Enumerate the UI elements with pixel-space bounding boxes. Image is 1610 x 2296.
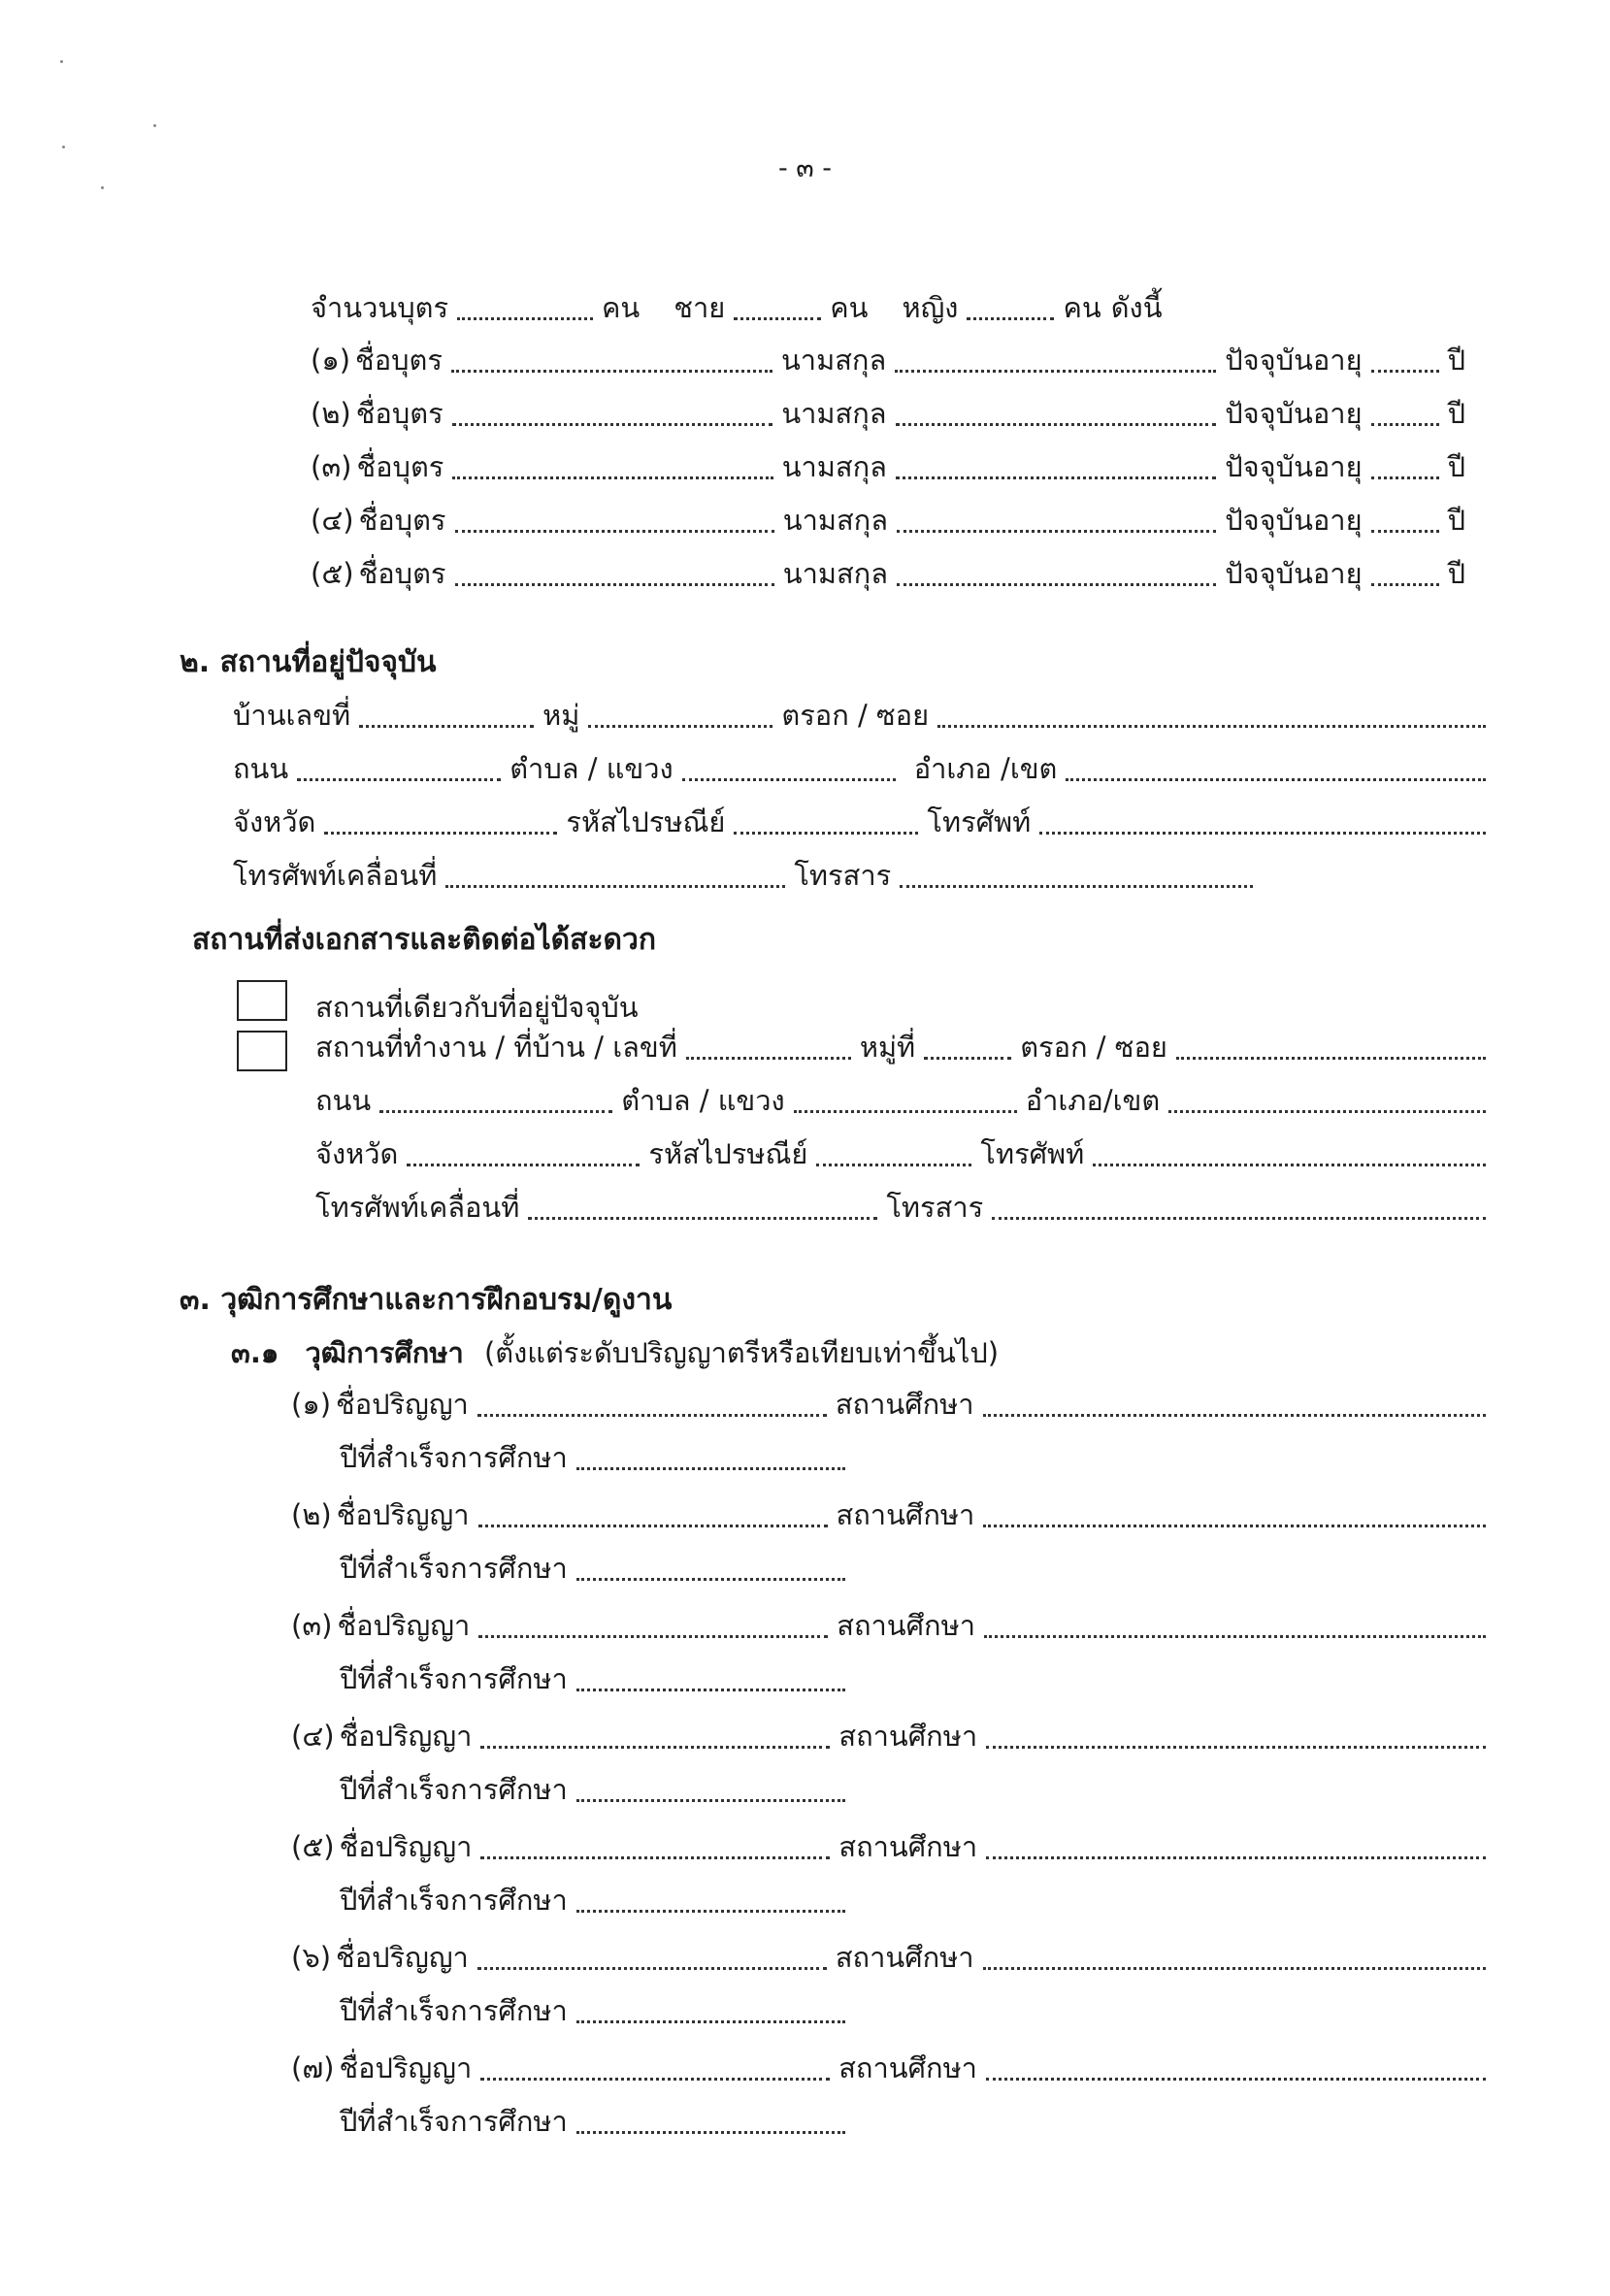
contact-no-field[interactable] [686, 1057, 851, 1060]
degree-label: ชื่อปริญญา [337, 1609, 471, 1642]
child-index: (๕) [311, 557, 354, 590]
education-sub-title: วุฒิการศึกษา [305, 1336, 464, 1369]
institution-field[interactable] [986, 1746, 1486, 1749]
district-field[interactable] [1066, 778, 1486, 781]
province-label: จังหวัด [233, 805, 316, 838]
graduation-year-row [335, 1990, 849, 2031]
child-name-label: ชื่อบุตร [358, 557, 446, 590]
degree-field[interactable] [478, 1635, 828, 1638]
graduation-year-label: ปีที่สำเร็จการศึกษา [340, 1994, 568, 2027]
contact-moo-field[interactable] [924, 1057, 1011, 1060]
mobile-label: โทรศัพท์เคลื่อนที่ [233, 859, 438, 892]
child-year-label: ปี [1447, 557, 1466, 590]
contact-phone-label: โทรศัพท์ [980, 1137, 1085, 1170]
graduation-year-label: ปีที่สำเร็จการศึกษา [340, 1552, 568, 1585]
institution-label: สถานศึกษา [835, 1388, 974, 1421]
house-no-label: บ้านเลขที่ [233, 699, 351, 732]
child-surname-field[interactable] [895, 370, 1216, 373]
mobile-field[interactable] [445, 885, 785, 888]
degree-row [286, 1716, 1490, 1756]
degree-label: ชื่อปริญญา [336, 1941, 469, 1974]
child-row [306, 500, 1470, 541]
alley-label: ตรอก / ซอย [781, 699, 930, 732]
degree-index: (๕) [291, 1830, 335, 1863]
institution-label: สถานศึกษา [837, 1609, 975, 1642]
child-year-label: ปี [1447, 504, 1466, 537]
graduation-year-field[interactable] [576, 1799, 845, 1802]
postal-label: รหัสไปรษณีย์ [566, 805, 726, 838]
child-age-label: ปัจจุบันอายุ [1225, 557, 1363, 590]
child-age-label: ปัจจุบันอายุ [1225, 344, 1363, 377]
contact-road-label: ถนน [315, 1084, 372, 1117]
child-age-field[interactable] [1371, 370, 1439, 373]
male-count-field[interactable] [734, 317, 821, 320]
education-subheading [231, 1336, 1000, 1369]
address-row-4 [228, 855, 1257, 896]
institution-label: สถานศึกษา [836, 1498, 975, 1531]
graduation-year-row [335, 1437, 849, 1478]
degree-label: ชื่อปริญญา [339, 2051, 473, 2084]
contact-row-4 [311, 1187, 1490, 1228]
fax-field[interactable] [900, 885, 1253, 888]
district-label: อำเภอ /เขต [913, 752, 1058, 785]
institution-field[interactable] [983, 1525, 1486, 1527]
child-surname-label: นามสกุล [782, 504, 889, 537]
address-row-1 [228, 695, 1490, 736]
contact-district-field[interactable] [1168, 1110, 1486, 1113]
graduation-year-field[interactable] [576, 2131, 845, 2134]
child-year-label: ปี [1447, 344, 1466, 377]
road-field[interactable] [297, 778, 501, 781]
degree-field[interactable] [480, 1746, 830, 1749]
child-year-label: ปี [1447, 450, 1466, 483]
child-name-label: ชื่อบุตร [358, 504, 446, 537]
scan-speck [153, 124, 156, 127]
child-surname-label: นามสกุล [781, 450, 887, 483]
education-sub-note: (ตั้งแต่ระดับปริญญาตรีหรือเทียบเท่าขึ้นไป) [483, 1336, 1000, 1369]
subdistrict-label: ตำบล / แขวง [509, 752, 674, 785]
child-name-field[interactable] [455, 583, 774, 586]
graduation-year-row [335, 2101, 849, 2142]
moo-label: หมู่ [542, 699, 580, 732]
child-age-field[interactable] [1371, 476, 1439, 479]
institution-field[interactable] [986, 2078, 1486, 2081]
institution-field[interactable] [983, 1967, 1486, 1970]
child-name-label: ชื่อบุตร [355, 397, 444, 430]
degree-index: (๒) [291, 1498, 332, 1531]
institution-field[interactable] [983, 1414, 1486, 1417]
child-surname-label: นามสกุล [782, 557, 889, 590]
scan-speck [60, 60, 63, 63]
contact-row-2 [311, 1080, 1490, 1121]
degree-row [286, 2048, 1490, 2088]
contact-province-field[interactable] [407, 1164, 640, 1166]
page-number: - ๓ - [777, 153, 833, 183]
fax-label: โทรสาร [794, 859, 892, 892]
contact-mobile-label: โทรศัพท์เคลื่อนที่ [315, 1191, 520, 1224]
work-address-checkbox[interactable] [237, 1031, 287, 1071]
education-heading: ๓. วุฒิการศึกษาและการฝึกอบรม/ดูงาน [180, 1283, 673, 1317]
contact-row-3 [311, 1133, 1490, 1174]
male-label: ชาย [674, 291, 726, 324]
children-count-label: จำนวนบุตร [311, 291, 449, 324]
institution-field[interactable] [984, 1635, 1486, 1638]
contact-road-field[interactable] [379, 1110, 612, 1113]
child-name-label: ชื่อบุตร [355, 344, 443, 377]
degree-field[interactable] [480, 2078, 830, 2081]
degree-index: (๗) [291, 2051, 335, 2084]
child-age-field[interactable] [1371, 583, 1439, 586]
person-label: คน [602, 291, 641, 324]
alley-field[interactable] [937, 725, 1486, 728]
institution-label: สถานศึกษา [838, 2051, 977, 2084]
graduation-year-label: ปีที่สำเร็จการศึกษา [340, 1441, 568, 1474]
child-index: (๔) [311, 504, 354, 537]
child-surname-label: นามสกุล [780, 344, 887, 377]
child-name-field[interactable] [451, 370, 772, 373]
institution-label: สถานศึกษา [838, 1720, 978, 1753]
child-surname-field[interactable] [896, 423, 1217, 426]
child-year-label: ปี [1447, 397, 1465, 430]
degree-row [286, 1494, 1490, 1535]
child-name-field[interactable] [455, 530, 774, 533]
contact-subdistrict-field[interactable] [794, 1110, 1017, 1113]
contact-phone-field[interactable] [1093, 1164, 1486, 1166]
institution-field[interactable] [986, 1856, 1486, 1859]
education-sub-number: ๓.๑ [231, 1336, 279, 1369]
phone-field[interactable] [1039, 832, 1486, 835]
children-total-field[interactable] [457, 317, 593, 320]
address-heading: ๒. สถานที่อยู่ปัจจุบัน [180, 645, 437, 679]
contact-district-label: อำเภอ/เขต [1025, 1084, 1161, 1117]
child-index: (๑) [311, 344, 351, 377]
graduation-year-field[interactable] [576, 2020, 845, 2023]
child-row [306, 393, 1470, 434]
child-age-label: ปัจจุบันอายุ [1225, 504, 1363, 537]
child-row [306, 446, 1470, 487]
child-row [306, 340, 1470, 380]
child-surname-label: นามสกุล [781, 397, 887, 430]
graduation-year-field[interactable] [576, 1467, 845, 1470]
degree-label: ชื่อปริญญา [339, 1720, 473, 1753]
child-name-label: ชื่อบุตร [356, 450, 444, 483]
degree-index: (๔) [291, 1720, 335, 1753]
contact-province-label: จังหวัด [315, 1137, 399, 1170]
child-row [306, 553, 1470, 594]
phone-label: โทรศัพท์ [927, 805, 1032, 838]
degree-row [286, 1937, 1490, 1978]
child-surname-field[interactable] [897, 530, 1216, 533]
graduation-year-label: ปีที่สำเร็จการศึกษา [340, 1662, 568, 1695]
contact-postal-field[interactable] [816, 1164, 971, 1166]
scan-speck [101, 186, 104, 189]
female-label: หญิง [902, 291, 959, 324]
female-count-field[interactable] [967, 317, 1054, 320]
same-address-checkbox[interactable] [237, 980, 287, 1021]
degree-row [286, 1605, 1490, 1646]
child-name-field[interactable] [452, 423, 773, 426]
subdistrict-field[interactable] [682, 778, 896, 781]
scan-speck [62, 146, 65, 148]
province-field[interactable] [324, 832, 557, 835]
graduation-year-label: ปีที่สำเร็จการศึกษา [340, 1773, 568, 1806]
graduation-year-field[interactable] [576, 1910, 845, 1913]
contact-moo-label: หมู่ที่ [859, 1031, 916, 1064]
degree-row [286, 1826, 1490, 1867]
degree-field[interactable] [478, 1525, 828, 1527]
postal-field[interactable] [734, 832, 918, 835]
as-follows-label: ดังนี้ [1110, 291, 1163, 324]
contact-subdistrict-label: ตำบล / แขวง [621, 1084, 785, 1117]
work-home-no-label: สถานที่ทำงาน / ที่บ้าน / เลขที่ [315, 1031, 677, 1064]
degree-index: (๓) [291, 1609, 333, 1642]
contact-mobile-field[interactable] [528, 1217, 877, 1220]
graduation-year-row [335, 1548, 849, 1589]
child-name-field[interactable] [452, 476, 772, 479]
child-index: (๓) [311, 450, 352, 483]
graduation-year-row [335, 1658, 849, 1699]
graduation-year-row [335, 1880, 849, 1920]
child-age-field[interactable] [1371, 530, 1439, 533]
contact-postal-label: รหัสไปรษณีย์ [648, 1137, 808, 1170]
contact-fax-field[interactable] [992, 1217, 1486, 1220]
child-age-label: ปัจจุบันอายุ [1225, 450, 1363, 483]
graduation-year-label: ปีที่สำเร็จการศึกษา [340, 2105, 568, 2138]
degree-label: ชื่อปริญญา [336, 1498, 470, 1531]
same-address-label: สถานที่เดียวกับที่อยู่ปัจจุบัน [315, 991, 639, 1024]
contact-alley-field[interactable] [1176, 1057, 1486, 1060]
degree-field[interactable] [477, 1967, 827, 1970]
contact-fax-label: โทรสาร [886, 1191, 984, 1224]
moo-field[interactable] [588, 725, 772, 728]
degree-index: (๖) [291, 1941, 332, 1974]
contact-heading: สถานที่ส่งเอกสารและติดต่อได้สะดวก [192, 923, 657, 957]
road-label: ถนน [233, 752, 289, 785]
child-age-label: ปัจจุบันอายุ [1225, 397, 1363, 430]
address-row-2 [228, 748, 1490, 789]
institution-label: สถานศึกษา [838, 1830, 978, 1863]
child-index: (๒) [311, 397, 351, 430]
graduation-year-label: ปีที่สำเร็จการศึกษา [340, 1884, 568, 1917]
graduation-year-row [335, 1769, 849, 1810]
degree-field[interactable] [480, 1856, 830, 1859]
degree-field[interactable] [477, 1414, 827, 1417]
child-surname-field[interactable] [897, 583, 1216, 586]
children-count-row [306, 287, 1237, 328]
degree-label: ชื่อปริญญา [339, 1830, 473, 1863]
address-row-3 [228, 802, 1490, 842]
graduation-year-field[interactable] [576, 1689, 845, 1691]
degree-row [286, 1384, 1490, 1425]
person-label: คน [1063, 291, 1101, 324]
institution-label: สถานศึกษา [835, 1941, 974, 1974]
contact-alley-label: ตรอก / ซอย [1020, 1031, 1167, 1064]
person-label: คน [830, 291, 869, 324]
contact-row-1 [311, 1027, 1490, 1067]
house-no-field[interactable] [359, 725, 534, 728]
degree-label: ชื่อปริญญา [336, 1388, 469, 1421]
degree-index: (๑) [291, 1388, 332, 1421]
graduation-year-field[interactable] [576, 1578, 845, 1581]
child-surname-field[interactable] [896, 476, 1216, 479]
child-age-field[interactable] [1371, 423, 1439, 426]
